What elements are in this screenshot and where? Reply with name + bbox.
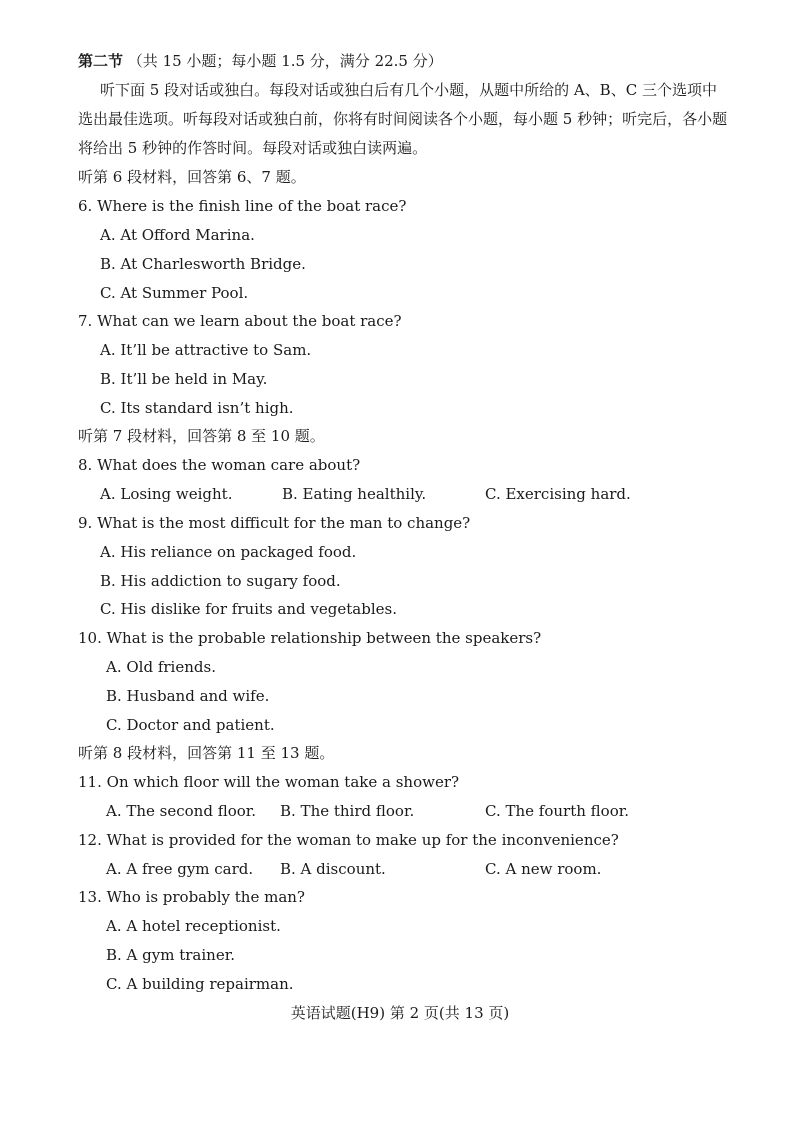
question: [78, 196, 406, 216]
option: A. The second floor.: [106, 802, 257, 820]
question-text: On which floor will the woman take a shower?: [106, 773, 460, 791]
section-header: [78, 51, 443, 71]
question: [78, 311, 402, 331]
question-number: 8.: [78, 456, 93, 474]
instruction-line: 听下面 5 段对话或独白。每段对话或独白后有几个小题，从题中所给的 A、B、C 三个选项中: [100, 81, 717, 99]
question-text: What does the woman care about?: [97, 456, 361, 474]
option: C. His dislike for fruits and vegetables.: [100, 600, 397, 618]
option: A. His reliance on packaged food.: [100, 543, 357, 561]
option: B. At Charlesworth Bridge.: [100, 255, 306, 273]
instruction-line: 选出最佳选项。听每段对话或独白前，你将有时间阅读各个小题，每小题 5 秒钟；听完后，各小题: [78, 110, 728, 128]
option: B. A gym trainer.: [106, 946, 235, 964]
option: B. Eating healthily.: [282, 485, 427, 503]
option: C. At Summer Pool.: [100, 284, 249, 302]
question-number: 7.: [78, 312, 93, 330]
question-number: 13.: [78, 888, 102, 906]
question-number: 6.: [78, 197, 93, 215]
option: C. A new room.: [485, 860, 602, 878]
option: A. Losing weight.: [100, 485, 233, 503]
question-text: What is the most difficult for the man to change?: [97, 514, 471, 532]
option: A. A free gym card.: [106, 860, 254, 878]
question-number: 11.: [78, 773, 102, 791]
option: B. The third floor.: [280, 802, 415, 820]
option: A. It’ll be attractive to Sam.: [100, 341, 312, 359]
question-number: 9.: [78, 514, 93, 532]
group-header: 听第 7 段材料，回答第 8 至 10 题。: [78, 427, 325, 445]
question-text: What can we learn about the boat race?: [97, 312, 402, 330]
option: C. A building repairman.: [106, 975, 294, 993]
section-note: （共 15 小题；每小题 1.5 分，满分 22.5 分）: [127, 52, 443, 70]
option: B. A discount.: [280, 860, 386, 878]
question-number: 12.: [78, 831, 102, 849]
question: [78, 772, 459, 792]
option: C. Its standard isn’t high.: [100, 399, 294, 417]
option: B. His addiction to sugary food.: [100, 572, 341, 590]
section-title: 第二节: [78, 52, 124, 70]
instruction-line: 将给出 5 秒钟的作答时间。每段对话或独白读两遍。: [78, 139, 428, 157]
page-footer: 英语试题(H9) 第 2 页(共 13 页): [290, 1004, 510, 1022]
option: B. Husband and wife.: [106, 687, 270, 705]
option: C. Doctor and patient.: [106, 716, 275, 734]
question-text: Where is the finish line of the boat race?: [97, 197, 407, 215]
option: C. Exercising hard.: [485, 485, 631, 503]
question: [78, 628, 541, 648]
option: A. A hotel receptionist.: [106, 917, 281, 935]
question-number: 10.: [78, 629, 102, 647]
group-header: 听第 8 段材料，回答第 11 至 13 题。: [78, 744, 335, 762]
option: A. At Offord Marina.: [100, 226, 255, 244]
option: B. It’ll be held in May.: [100, 370, 268, 388]
question: [78, 887, 305, 907]
group-header: 听第 6 段材料，回答第 6、7 题。: [78, 168, 306, 186]
option: A. Old friends.: [106, 658, 216, 676]
question: [78, 830, 619, 850]
question-text: Who is probably the man?: [106, 888, 305, 906]
question: [78, 455, 360, 475]
question-text: What is the probable relationship between the speakers?: [106, 629, 542, 647]
question-text: What is provided for the woman to make up for the inconvenience?: [106, 831, 619, 849]
question: [78, 513, 470, 533]
option: C. The fourth floor.: [485, 802, 630, 820]
